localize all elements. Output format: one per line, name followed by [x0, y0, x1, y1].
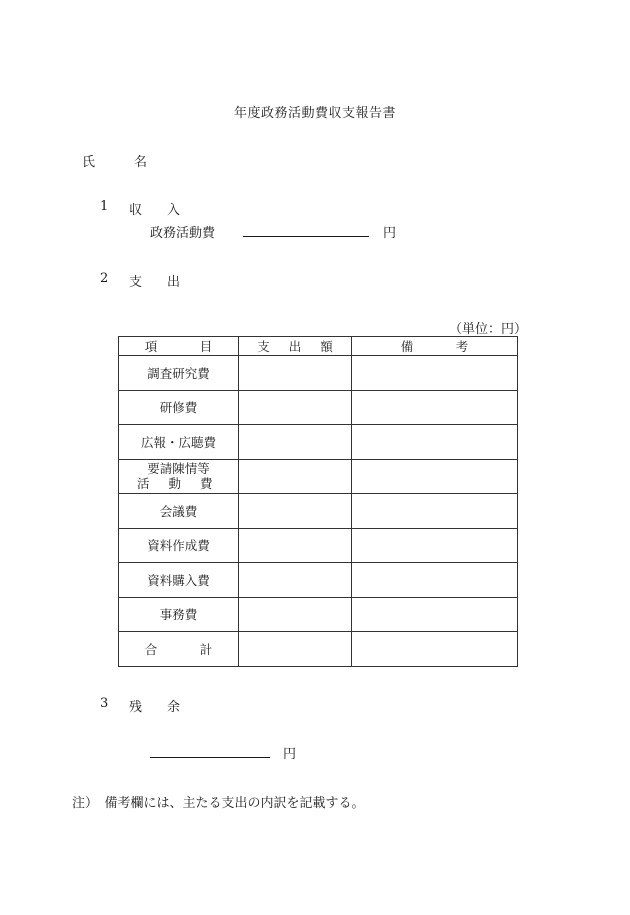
row-item-label-line1: 要請陳情等	[147, 461, 210, 477]
section1-number: 1	[100, 199, 109, 214]
table-row	[119, 494, 518, 529]
row-item-label: 研修費	[119, 390, 239, 425]
header-amount: 支 出 額	[239, 337, 352, 356]
table-row	[119, 390, 518, 425]
row-item-label: 資料購入費	[119, 563, 239, 598]
table-row	[119, 563, 518, 598]
table-row	[119, 356, 518, 391]
amount-cell[interactable]	[239, 390, 352, 425]
expenditure-table	[118, 336, 518, 667]
row-item-label: 資料作成費	[119, 528, 239, 563]
table-header-row	[119, 337, 518, 356]
amount-cell[interactable]	[239, 494, 352, 529]
income-unit: 円	[383, 226, 397, 241]
footnote: 注） 備考欄には、主たる支出の内訳を記載する。	[72, 796, 365, 811]
amount-cell[interactable]	[239, 597, 352, 632]
section2-number: 2	[100, 271, 109, 286]
total-label: 合 計	[119, 632, 239, 667]
remarks-cell[interactable]	[352, 528, 518, 563]
total-amount-cell[interactable]	[239, 632, 352, 667]
header-remarks: 備 考	[352, 337, 518, 356]
amount-cell[interactable]	[239, 528, 352, 563]
table-row	[119, 459, 518, 494]
remarks-cell[interactable]	[352, 390, 518, 425]
remarks-cell[interactable]	[352, 597, 518, 632]
amount-cell[interactable]	[239, 356, 352, 391]
row-item-label: 会議費	[119, 494, 239, 529]
row-item-label	[119, 459, 239, 494]
amount-cell[interactable]	[239, 459, 352, 494]
row-item-label: 調査研究費	[119, 356, 239, 391]
amount-cell[interactable]	[239, 563, 352, 598]
amount-cell[interactable]	[239, 425, 352, 460]
income-item-label: 政務活動費	[150, 226, 216, 241]
remarks-cell[interactable]	[352, 356, 518, 391]
name-label: 氏 名	[82, 155, 148, 170]
section1-label: 収 入	[129, 203, 187, 218]
header-item: 項 目	[119, 337, 239, 356]
total-remarks-cell[interactable]	[352, 632, 518, 667]
row-item-label: 広報・広聴費	[119, 425, 239, 460]
section3-number: 3	[100, 696, 109, 711]
table-row	[119, 425, 518, 460]
remarks-cell[interactable]	[352, 494, 518, 529]
table-total-row	[119, 632, 518, 667]
table-row	[119, 597, 518, 632]
section3-label: 残 余	[129, 700, 187, 715]
remarks-cell[interactable]	[352, 459, 518, 494]
table-row	[119, 528, 518, 563]
balance-unit: 円	[283, 747, 297, 762]
row-item-label-line2: 活 動 費	[137, 476, 220, 492]
remarks-cell[interactable]	[352, 425, 518, 460]
remarks-cell[interactable]	[352, 563, 518, 598]
unit-note: （単位：円）	[449, 322, 528, 337]
report-title: 年度政務活動費収支報告書	[233, 106, 396, 121]
income-amount-line[interactable]	[243, 236, 369, 237]
balance-amount-line[interactable]	[150, 757, 270, 758]
section2-label: 支 出	[129, 275, 187, 290]
row-item-label: 事務費	[119, 597, 239, 632]
